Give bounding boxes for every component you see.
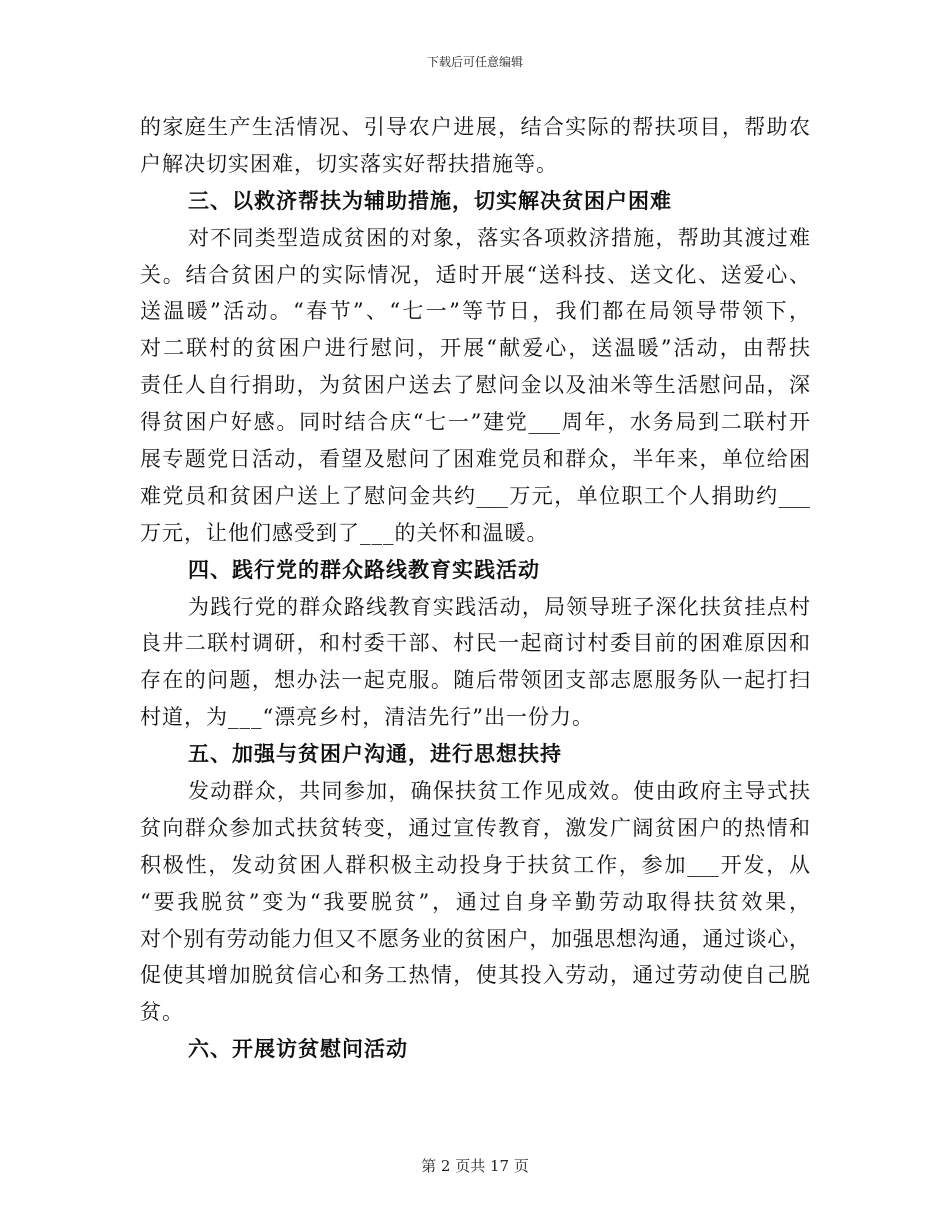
body-text-line: 对二联村的贫困户进行慰问，开展“献爱心，送温暖”活动，由帮扶 (140, 336, 810, 361)
section (140, 1031, 810, 1068)
body-text-line: 对不同类型造成贫困的对象，落实各项救济措施，帮助其渡过难 (188, 225, 810, 250)
paragraph (140, 773, 810, 1031)
body-text-line: 户解决切实困难，切实落实好帮扶措施等。 (140, 151, 558, 176)
body-text-line: 难党员和贫困户送上了慰问金共约___万元，单位职工个人捐助约___ (140, 483, 810, 508)
body-text-line: 万元，让他们感受到了___的关怀和温暖。 (140, 520, 549, 545)
paragraph (140, 589, 810, 737)
document-body (140, 109, 810, 1068)
body-text-line: 积极性，发动贫困人群积极主动投身于扶贫工作，参加___开发，从 (140, 852, 810, 877)
section (140, 552, 810, 736)
page-header-note: 下载后可任意编辑 (426, 55, 523, 69)
paragraph (140, 220, 810, 552)
section (140, 736, 810, 1031)
body-text-line: 贫。 (140, 1000, 184, 1025)
page-number: 第 2 页共 17 页 (421, 1157, 529, 1175)
body-text-line: 展专题党日活动，看望及慰问了困难党员和群众，半年来，单位给困 (140, 447, 810, 472)
body-text-line: 得贫困户好感。同时结合庆“七一”建党___周年，水务局到二联村开 (140, 410, 810, 435)
body-text-line: 贫向群众参加式扶贫转变，通过宣传教育，激发广阔贫困户的热情和 (140, 815, 810, 840)
section-heading: 三、以救济帮扶为辅助措施，切实解决贫困户困难 (188, 187, 672, 213)
body-text-line: 为践行党的群众路线教育实践活动，局领导班子深化扶贫挂点村 (188, 594, 810, 619)
paragraph (140, 109, 810, 183)
body-text-line: “要我脱贫”变为“我要脱贫”，通过自身辛勤劳动取得扶贫效果， (140, 889, 810, 914)
body-text-line: 促使其增加脱贫信心和务工热情，使其投入劳动，通过劳动使自己脱 (140, 963, 810, 988)
body-text-line: 对个别有劳动能力但又不愿务业的贫困户，加强思想沟通，通过谈心， (140, 926, 810, 951)
section-heading: 六、开展访贫慰问活动 (188, 1036, 408, 1062)
body-text-line: 责任人自行捐助，为贫困户送去了慰问金以及油米等生活慰问品，深 (140, 373, 810, 398)
section (140, 183, 810, 552)
body-text-line: 的家庭生产生活情况、引导农户进展，结合实际的帮扶项目，帮助农 (140, 115, 810, 139)
section-heading: 五、加强与贫困户沟通，进行思想扶持 (188, 741, 562, 767)
body-text-line: 存在的问题，想办法一起克服。随后带领团支部志愿服务队一起打扫 (140, 668, 810, 693)
body-text-line: 良井二联村调研，和村委干部、村民一起商讨村委目前的困难原因和 (140, 631, 810, 656)
body-text-line: 发动群众，共同参加，确保扶贫工作见成效。使由政府主导式扶 (188, 779, 810, 804)
body-text-line: 村道，为___“漂亮乡村，清洁先行”出一份力。 (140, 705, 594, 730)
body-text-line: 送温暖”活动。“春节”、“七一”等节日，我们都在局领导带领下， (140, 299, 810, 324)
body-text-line: 关。结合贫困户的实际情况，适时开展“送科技、送文化、送爱心、 (140, 262, 810, 287)
section-heading: 四、践行党的群众路线教育实践活动 (188, 556, 540, 582)
